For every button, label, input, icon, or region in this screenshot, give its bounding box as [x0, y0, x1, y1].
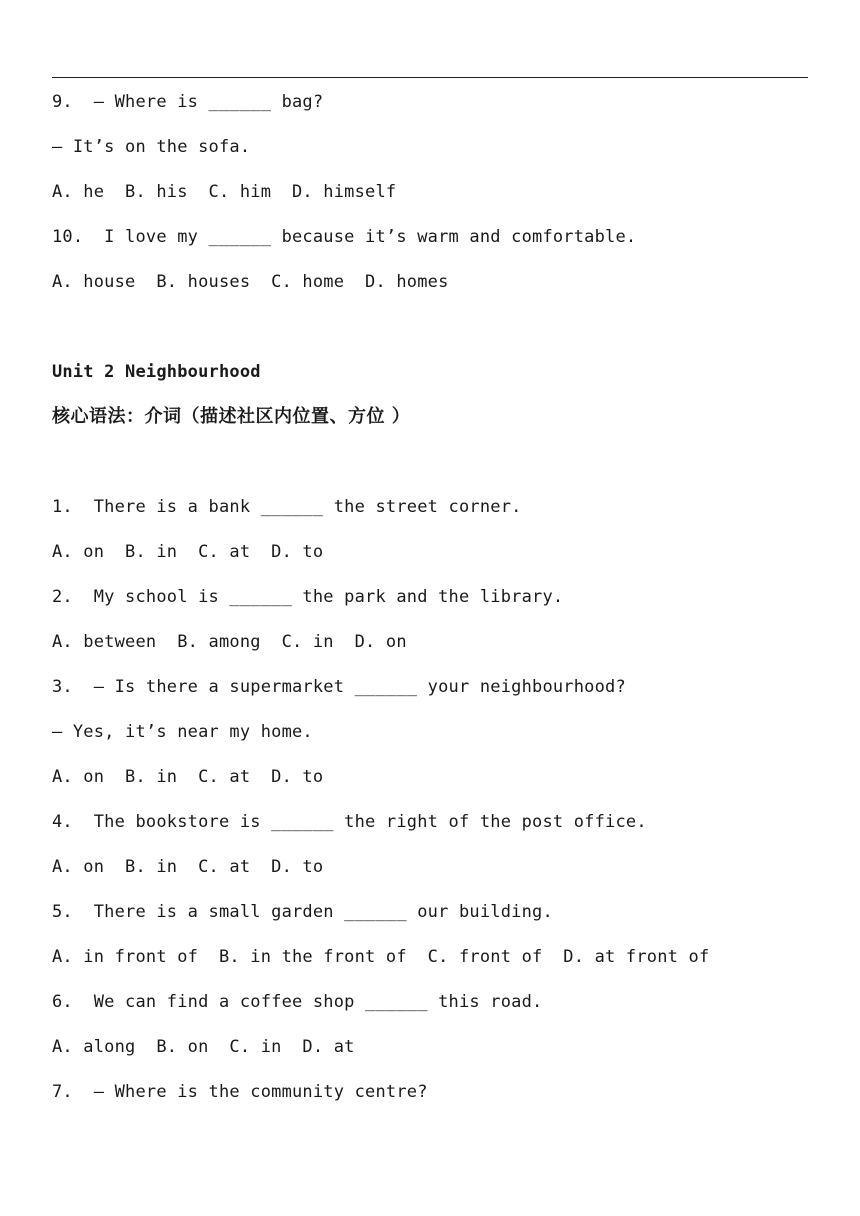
grammar-heading: 核心语法：介词（描述社区内位置、方位 ） — [52, 406, 411, 427]
unit2-question-2-stem: 2. My school is ______ the park and the library. — [52, 587, 564, 607]
header-rule — [52, 77, 808, 78]
unit2-question-7-stem: 7. — Where is the community centre? — [52, 1082, 428, 1102]
question-10-stem: 10. I love my ______ because it’s warm and comfortable. — [52, 227, 637, 247]
question-9-answer: — It’s on the sofa. — [52, 137, 251, 157]
unit2-question-3-options: A. on B. in C. at D. to — [52, 767, 324, 787]
question-10-options: A. house B. houses C. home D. homes — [52, 272, 449, 292]
unit2-question-4-options: A. on B. in C. at D. to — [52, 857, 324, 877]
unit2-question-4-stem: 4. The bookstore is ______ the right of the post office. — [52, 812, 647, 832]
unit2-question-6-stem: 6. We can find a coffee shop ______ this road. — [52, 992, 543, 1012]
unit2-question-5-options: A. in front of B. in the front of C. front of D. at front of — [52, 947, 710, 967]
unit2-question-5-stem: 5. There is a small garden ______ our building. — [52, 902, 553, 922]
unit2-question-6-options: A. along B. on C. in D. at — [52, 1037, 355, 1057]
question-9-options: A. he B. his C. him D. himself — [52, 182, 397, 202]
unit2-question-3-stem: 3. — Is there a supermarket ______ your neighbourhood? — [52, 677, 626, 697]
unit2-question-1-options: A. on B. in C. at D. to — [52, 542, 324, 562]
question-9-stem: 9. — Where is ______ bag? — [52, 92, 324, 112]
unit2-question-1-stem: 1. There is a bank ______ the street corner. — [52, 497, 522, 517]
unit2-question-2-options: A. between B. among C. in D. on — [52, 632, 407, 652]
unit2-question-3-answer: — Yes, it’s near my home. — [52, 722, 313, 742]
unit-title: Unit 2 Neighbourhood — [52, 362, 261, 382]
